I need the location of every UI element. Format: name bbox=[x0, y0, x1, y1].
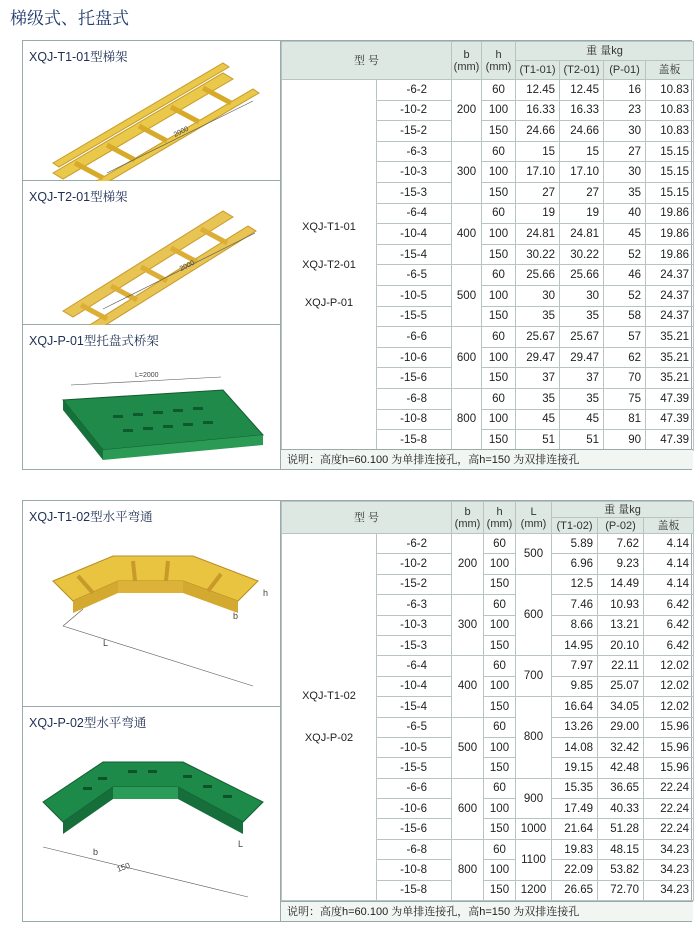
weight-value: 35 bbox=[560, 388, 604, 409]
weight-value: 27 bbox=[516, 182, 560, 203]
h-value: 150 bbox=[482, 368, 516, 389]
weight-value: 37 bbox=[516, 368, 560, 389]
weight-value: 47.39 bbox=[646, 388, 694, 409]
weight-value: 72.70 bbox=[598, 880, 644, 900]
weight-value: 15.15 bbox=[646, 182, 694, 203]
weight-value: 35.21 bbox=[646, 327, 694, 348]
model-suffix: -10-4 bbox=[377, 676, 452, 696]
weight-value: 34.23 bbox=[644, 860, 694, 880]
weight-value: 75 bbox=[604, 388, 646, 409]
weight-value: 37 bbox=[560, 368, 604, 389]
weight-value: 34.23 bbox=[644, 880, 694, 900]
model-suffix: -15-2 bbox=[377, 574, 452, 594]
product-image-t1-02 bbox=[23, 501, 281, 707]
model-suffix: -6-5 bbox=[377, 717, 452, 737]
weight-value: 17.49 bbox=[552, 799, 598, 819]
h-value: 150 bbox=[484, 574, 516, 594]
model-suffix: -10-6 bbox=[377, 347, 452, 368]
b-value: 200 bbox=[452, 80, 482, 142]
table-row bbox=[282, 80, 694, 101]
L-value: 900 bbox=[516, 778, 552, 819]
weight-value: 48.15 bbox=[598, 839, 644, 859]
weight-value: 24.37 bbox=[646, 285, 694, 306]
weight-value: 16.64 bbox=[552, 697, 598, 717]
weight-value: 23 bbox=[604, 100, 646, 121]
weight-value: 35 bbox=[560, 306, 604, 327]
model-suffix: -10-4 bbox=[377, 224, 452, 245]
model-name: XQJ-T2-01 bbox=[302, 258, 356, 271]
h-value: 150 bbox=[482, 430, 516, 451]
h-value: 60 bbox=[482, 203, 516, 224]
col-header-h: h (mm) bbox=[484, 502, 516, 534]
h-value: 60 bbox=[482, 141, 516, 162]
model-suffix: -10-2 bbox=[377, 100, 452, 121]
b-value: 300 bbox=[452, 141, 482, 203]
h-value: 150 bbox=[482, 244, 516, 265]
product-image-column bbox=[23, 41, 281, 469]
horizontal-bend-section bbox=[22, 500, 692, 922]
weight-value: 14.08 bbox=[552, 737, 598, 757]
dim-label-h: h bbox=[263, 588, 269, 598]
weight-value: 27 bbox=[560, 182, 604, 203]
h-value: 100 bbox=[482, 285, 516, 306]
weight-value: 7.46 bbox=[552, 595, 598, 615]
model-suffix: -10-5 bbox=[377, 737, 452, 757]
h-value: 150 bbox=[484, 758, 516, 778]
weight-value: 4.14 bbox=[644, 534, 694, 554]
image-caption: XQJ-T2-01型梯架 bbox=[29, 190, 128, 204]
weight-value: 47.39 bbox=[646, 409, 694, 430]
weight-value: 25.67 bbox=[516, 327, 560, 348]
model-suffix: -10-2 bbox=[377, 554, 452, 574]
model-name: XQJ-P-01 bbox=[304, 296, 354, 309]
weight-value: 47.39 bbox=[646, 430, 694, 451]
product-image-t2-01 bbox=[23, 181, 281, 325]
dim-label: 2000 bbox=[178, 259, 196, 273]
weight-value: 15 bbox=[560, 141, 604, 162]
model-suffix: -10-6 bbox=[377, 799, 452, 819]
model-suffix: -15-5 bbox=[377, 306, 452, 327]
weight-value: 40.33 bbox=[598, 799, 644, 819]
model-suffix: -15-3 bbox=[377, 635, 452, 655]
weight-value: 5.89 bbox=[552, 534, 598, 554]
weight-value: 21.64 bbox=[552, 819, 598, 839]
weight-value: 15.15 bbox=[646, 162, 694, 183]
weight-value: 57 bbox=[604, 327, 646, 348]
weight-value: 26.65 bbox=[552, 880, 598, 900]
ladder-tray-section bbox=[22, 40, 692, 470]
L-value: 1100 bbox=[516, 839, 552, 880]
model-suffix: -10-8 bbox=[377, 860, 452, 880]
weight-value: 24.37 bbox=[646, 306, 694, 327]
h-value: 150 bbox=[482, 182, 516, 203]
b-value: 800 bbox=[452, 388, 482, 450]
weight-value: 24.66 bbox=[516, 121, 560, 142]
h-value: 100 bbox=[484, 554, 516, 574]
model-suffix: -15-4 bbox=[377, 244, 452, 265]
model-name: XQJ-T1-01 bbox=[302, 220, 356, 233]
weight-value: 19.86 bbox=[646, 203, 694, 224]
model-suffix: -6-8 bbox=[377, 839, 452, 859]
dim-label-L: L bbox=[238, 839, 244, 849]
weight-value: 42.48 bbox=[598, 758, 644, 778]
weight-value: 27 bbox=[604, 141, 646, 162]
weight-value: 22.11 bbox=[598, 656, 644, 676]
weight-value: 35 bbox=[516, 306, 560, 327]
weight-value: 15.35 bbox=[552, 778, 598, 798]
model-suffix: -6-4 bbox=[377, 203, 452, 224]
weight-value: 25.66 bbox=[560, 265, 604, 286]
weight-value: 52 bbox=[604, 285, 646, 306]
weight-value: 6.96 bbox=[552, 554, 598, 574]
col-header-t2-01: (T2-01) bbox=[560, 61, 604, 80]
model-suffix: -15-6 bbox=[377, 368, 452, 389]
weight-value: 45 bbox=[604, 224, 646, 245]
h-value: 60 bbox=[482, 388, 516, 409]
L-value: 700 bbox=[516, 656, 552, 697]
weight-value: 19 bbox=[516, 203, 560, 224]
model-suffix: -6-6 bbox=[377, 327, 452, 348]
weight-value: 35.21 bbox=[646, 347, 694, 368]
col-header-p-01: (P-01) bbox=[604, 61, 646, 80]
model-suffix: -6-5 bbox=[377, 265, 452, 286]
weight-value: 16 bbox=[604, 80, 646, 101]
weight-value: 16.33 bbox=[516, 100, 560, 121]
model-suffix: -15-3 bbox=[377, 182, 452, 203]
weight-value: 30.22 bbox=[516, 244, 560, 265]
h-value: 150 bbox=[484, 697, 516, 717]
col-header-t1-01: (T1-01) bbox=[516, 61, 560, 80]
weight-value: 58 bbox=[604, 306, 646, 327]
product-image-p-02 bbox=[23, 707, 281, 903]
weight-value: 16.33 bbox=[560, 100, 604, 121]
b-value: 300 bbox=[452, 595, 484, 656]
col-header-cover: 盖板 bbox=[644, 518, 694, 534]
weight-value: 14.95 bbox=[552, 635, 598, 655]
weight-value: 8.66 bbox=[552, 615, 598, 635]
weight-value: 7.62 bbox=[598, 534, 644, 554]
model-suffix: -6-8 bbox=[377, 388, 452, 409]
col-header-h: h (mm) bbox=[482, 42, 516, 80]
model-suffix: -10-3 bbox=[377, 615, 452, 635]
h-value: 60 bbox=[484, 595, 516, 615]
product-image-column bbox=[23, 501, 281, 921]
h-value: 60 bbox=[484, 778, 516, 798]
image-caption: XQJ-T1-02型水平弯通 bbox=[29, 510, 153, 524]
weight-value: 24.81 bbox=[560, 224, 604, 245]
weight-value: 35 bbox=[604, 182, 646, 203]
b-value: 200 bbox=[452, 534, 484, 595]
image-caption: XQJ-T1-01型梯架 bbox=[29, 50, 128, 64]
h-value: 100 bbox=[484, 737, 516, 757]
weight-value: 24.37 bbox=[646, 265, 694, 286]
weight-value: 15.96 bbox=[644, 758, 694, 778]
weight-value: 7.97 bbox=[552, 656, 598, 676]
col-header-b: b (mm) bbox=[452, 42, 482, 80]
weight-value: 30 bbox=[516, 285, 560, 306]
weight-value: 22.24 bbox=[644, 819, 694, 839]
h-value: 100 bbox=[482, 100, 516, 121]
weight-value: 35.21 bbox=[646, 368, 694, 389]
weight-value: 19.86 bbox=[646, 224, 694, 245]
h-value: 100 bbox=[484, 615, 516, 635]
model-suffix: -6-4 bbox=[377, 656, 452, 676]
L-value: 800 bbox=[516, 697, 552, 779]
h-value: 60 bbox=[482, 265, 516, 286]
weight-value: 30 bbox=[560, 285, 604, 306]
weight-value: 29.47 bbox=[560, 347, 604, 368]
L-value: 1000 bbox=[516, 819, 552, 839]
model-suffix: -6-3 bbox=[377, 141, 452, 162]
weight-value: 34.23 bbox=[644, 839, 694, 859]
weight-value: 30 bbox=[604, 162, 646, 183]
L-value: 600 bbox=[516, 574, 552, 656]
spec-table-02 bbox=[281, 501, 694, 901]
b-value: 600 bbox=[452, 327, 482, 389]
weight-value: 35 bbox=[516, 388, 560, 409]
weight-value: 30.22 bbox=[560, 244, 604, 265]
dim-label: L=2000 bbox=[135, 372, 159, 379]
weight-value: 24.66 bbox=[560, 121, 604, 142]
model-suffix: -10-5 bbox=[377, 285, 452, 306]
weight-value: 9.85 bbox=[552, 676, 598, 696]
model-suffix: -10-8 bbox=[377, 409, 452, 430]
dim-label-L: L bbox=[103, 638, 109, 648]
h-value: 100 bbox=[482, 409, 516, 430]
col-header-t1-02: (T1-02) bbox=[552, 518, 598, 534]
col-header-model: 型 号 bbox=[282, 502, 452, 534]
product-image-p-01 bbox=[23, 325, 281, 471]
weight-value: 46 bbox=[604, 265, 646, 286]
cable-tray-illustration bbox=[23, 325, 281, 471]
weight-value: 25.07 bbox=[598, 676, 644, 696]
weight-value: 81 bbox=[604, 409, 646, 430]
weight-value: 24.81 bbox=[516, 224, 560, 245]
col-header-weight: 重 量kg bbox=[552, 502, 694, 518]
col-header-L: L (mm) bbox=[516, 502, 552, 534]
weight-value: 70 bbox=[604, 368, 646, 389]
b-value: 500 bbox=[452, 717, 484, 778]
weight-value: 17.10 bbox=[560, 162, 604, 183]
model-suffix: -6-2 bbox=[377, 80, 452, 101]
weight-value: 20.10 bbox=[598, 635, 644, 655]
weight-value: 15.96 bbox=[644, 737, 694, 757]
weight-value: 10.83 bbox=[646, 121, 694, 142]
weight-value: 6.42 bbox=[644, 615, 694, 635]
h-value: 60 bbox=[484, 534, 516, 554]
h-value: 150 bbox=[484, 880, 516, 900]
weight-value: 9.23 bbox=[598, 554, 644, 574]
image-caption: XQJ-P-02型水平弯通 bbox=[29, 716, 147, 730]
weight-value: 22.09 bbox=[552, 860, 598, 880]
weight-value: 4.14 bbox=[644, 554, 694, 574]
h-value: 60 bbox=[484, 656, 516, 676]
weight-value: 22.24 bbox=[644, 778, 694, 798]
weight-value: 32.42 bbox=[598, 737, 644, 757]
b-value: 400 bbox=[452, 656, 484, 717]
b-value: 400 bbox=[452, 203, 482, 265]
weight-value: 25.67 bbox=[560, 327, 604, 348]
weight-value: 12.5 bbox=[552, 574, 598, 594]
col-header-model: 型 号 bbox=[282, 42, 452, 80]
weight-value: 34.05 bbox=[598, 697, 644, 717]
weight-value: 10.83 bbox=[646, 80, 694, 101]
weight-value: 62 bbox=[604, 347, 646, 368]
product-image-t1-01 bbox=[23, 41, 281, 181]
dim-label-b: b bbox=[233, 611, 239, 621]
weight-value: 19.83 bbox=[552, 839, 598, 859]
weight-value: 6.42 bbox=[644, 595, 694, 615]
h-value: 150 bbox=[482, 306, 516, 327]
col-header-p-02: (P-02) bbox=[598, 518, 644, 534]
table-note: 说明：高度h=60.100 为单排连接孔，高h=150 为双排连接孔 bbox=[281, 449, 693, 469]
model-suffix: -10-3 bbox=[377, 162, 452, 183]
h-value: 60 bbox=[484, 717, 516, 737]
model-names-cell bbox=[282, 80, 377, 451]
weight-value: 29.47 bbox=[516, 347, 560, 368]
model-suffix: -15-6 bbox=[377, 819, 452, 839]
model-suffix: -15-8 bbox=[377, 880, 452, 900]
L-value: 1200 bbox=[516, 880, 552, 900]
model-suffix: -6-6 bbox=[377, 778, 452, 798]
h-value: 60 bbox=[482, 80, 516, 101]
page-title: 梯级式、托盘式 bbox=[10, 9, 129, 29]
table-note: 说明：高度h=60.100 为单排连接孔，高h=150 为双排连接孔 bbox=[281, 901, 693, 921]
weight-value: 30 bbox=[604, 121, 646, 142]
ladder-tray-illustration bbox=[23, 181, 281, 325]
weight-value: 19.15 bbox=[552, 758, 598, 778]
weight-value: 45 bbox=[516, 409, 560, 430]
model-suffix: -6-3 bbox=[377, 595, 452, 615]
weight-value: 51 bbox=[516, 430, 560, 451]
weight-value: 6.42 bbox=[644, 635, 694, 655]
weight-value: 10.93 bbox=[598, 595, 644, 615]
col-header-cover: 盖板 bbox=[646, 61, 694, 80]
dim-label-150: 150 bbox=[115, 860, 132, 874]
h-value: 100 bbox=[484, 860, 516, 880]
col-header-weight: 重 量kg bbox=[516, 42, 694, 61]
table-row bbox=[282, 534, 694, 554]
weight-value: 15.96 bbox=[644, 717, 694, 737]
h-value: 100 bbox=[482, 162, 516, 183]
weight-value: 12.02 bbox=[644, 676, 694, 696]
weight-value: 45 bbox=[560, 409, 604, 430]
model-suffix: -15-4 bbox=[377, 697, 452, 717]
L-value: 500 bbox=[516, 534, 552, 575]
model-name: XQJ-P-02 bbox=[304, 732, 354, 745]
weight-value: 15 bbox=[516, 141, 560, 162]
weight-value: 22.24 bbox=[644, 799, 694, 819]
h-value: 100 bbox=[484, 676, 516, 696]
model-names-cell bbox=[282, 534, 377, 901]
h-value: 60 bbox=[484, 839, 516, 859]
weight-value: 15.15 bbox=[646, 141, 694, 162]
h-value: 150 bbox=[484, 635, 516, 655]
weight-value: 12.45 bbox=[560, 80, 604, 101]
image-caption: XQJ-P-01型托盘式桥架 bbox=[29, 334, 159, 348]
weight-value: 25.66 bbox=[516, 265, 560, 286]
weight-value: 4.14 bbox=[644, 574, 694, 594]
weight-value: 52 bbox=[604, 244, 646, 265]
weight-value: 10.83 bbox=[646, 100, 694, 121]
h-value: 100 bbox=[482, 347, 516, 368]
spec-table-01 bbox=[281, 41, 694, 451]
weight-value: 12.02 bbox=[644, 656, 694, 676]
horizontal-bend-tray-illustration bbox=[23, 707, 281, 903]
model-name: XQJ-T1-02 bbox=[302, 690, 356, 703]
weight-value: 19 bbox=[560, 203, 604, 224]
h-value: 60 bbox=[482, 327, 516, 348]
b-value: 600 bbox=[452, 778, 484, 839]
weight-value: 14.49 bbox=[598, 574, 644, 594]
model-suffix: -6-2 bbox=[377, 534, 452, 554]
h-value: 100 bbox=[482, 224, 516, 245]
b-value: 800 bbox=[452, 839, 484, 900]
dim-label: 2000 bbox=[172, 125, 190, 139]
weight-value: 36.65 bbox=[598, 778, 644, 798]
dim-label-b: b bbox=[93, 847, 99, 857]
weight-value: 40 bbox=[604, 203, 646, 224]
h-value: 100 bbox=[484, 799, 516, 819]
col-header-b: b (mm) bbox=[452, 502, 484, 534]
weight-value: 53.82 bbox=[598, 860, 644, 880]
weight-value: 51.28 bbox=[598, 819, 644, 839]
horizontal-bend-ladder-illustration bbox=[23, 501, 281, 707]
weight-value: 13.26 bbox=[552, 717, 598, 737]
h-value: 150 bbox=[484, 819, 516, 839]
weight-value: 13.21 bbox=[598, 615, 644, 635]
weight-value: 17.10 bbox=[516, 162, 560, 183]
h-value: 150 bbox=[482, 121, 516, 142]
weight-value: 19.86 bbox=[646, 244, 694, 265]
b-value: 500 bbox=[452, 265, 482, 327]
model-suffix: -15-8 bbox=[377, 430, 452, 451]
weight-value: 12.02 bbox=[644, 697, 694, 717]
weight-value: 29.00 bbox=[598, 717, 644, 737]
weight-value: 12.45 bbox=[516, 80, 560, 101]
model-suffix: -15-2 bbox=[377, 121, 452, 142]
weight-value: 90 bbox=[604, 430, 646, 451]
ladder-tray-illustration bbox=[23, 41, 281, 181]
model-suffix: -15-5 bbox=[377, 758, 452, 778]
weight-value: 51 bbox=[560, 430, 604, 451]
